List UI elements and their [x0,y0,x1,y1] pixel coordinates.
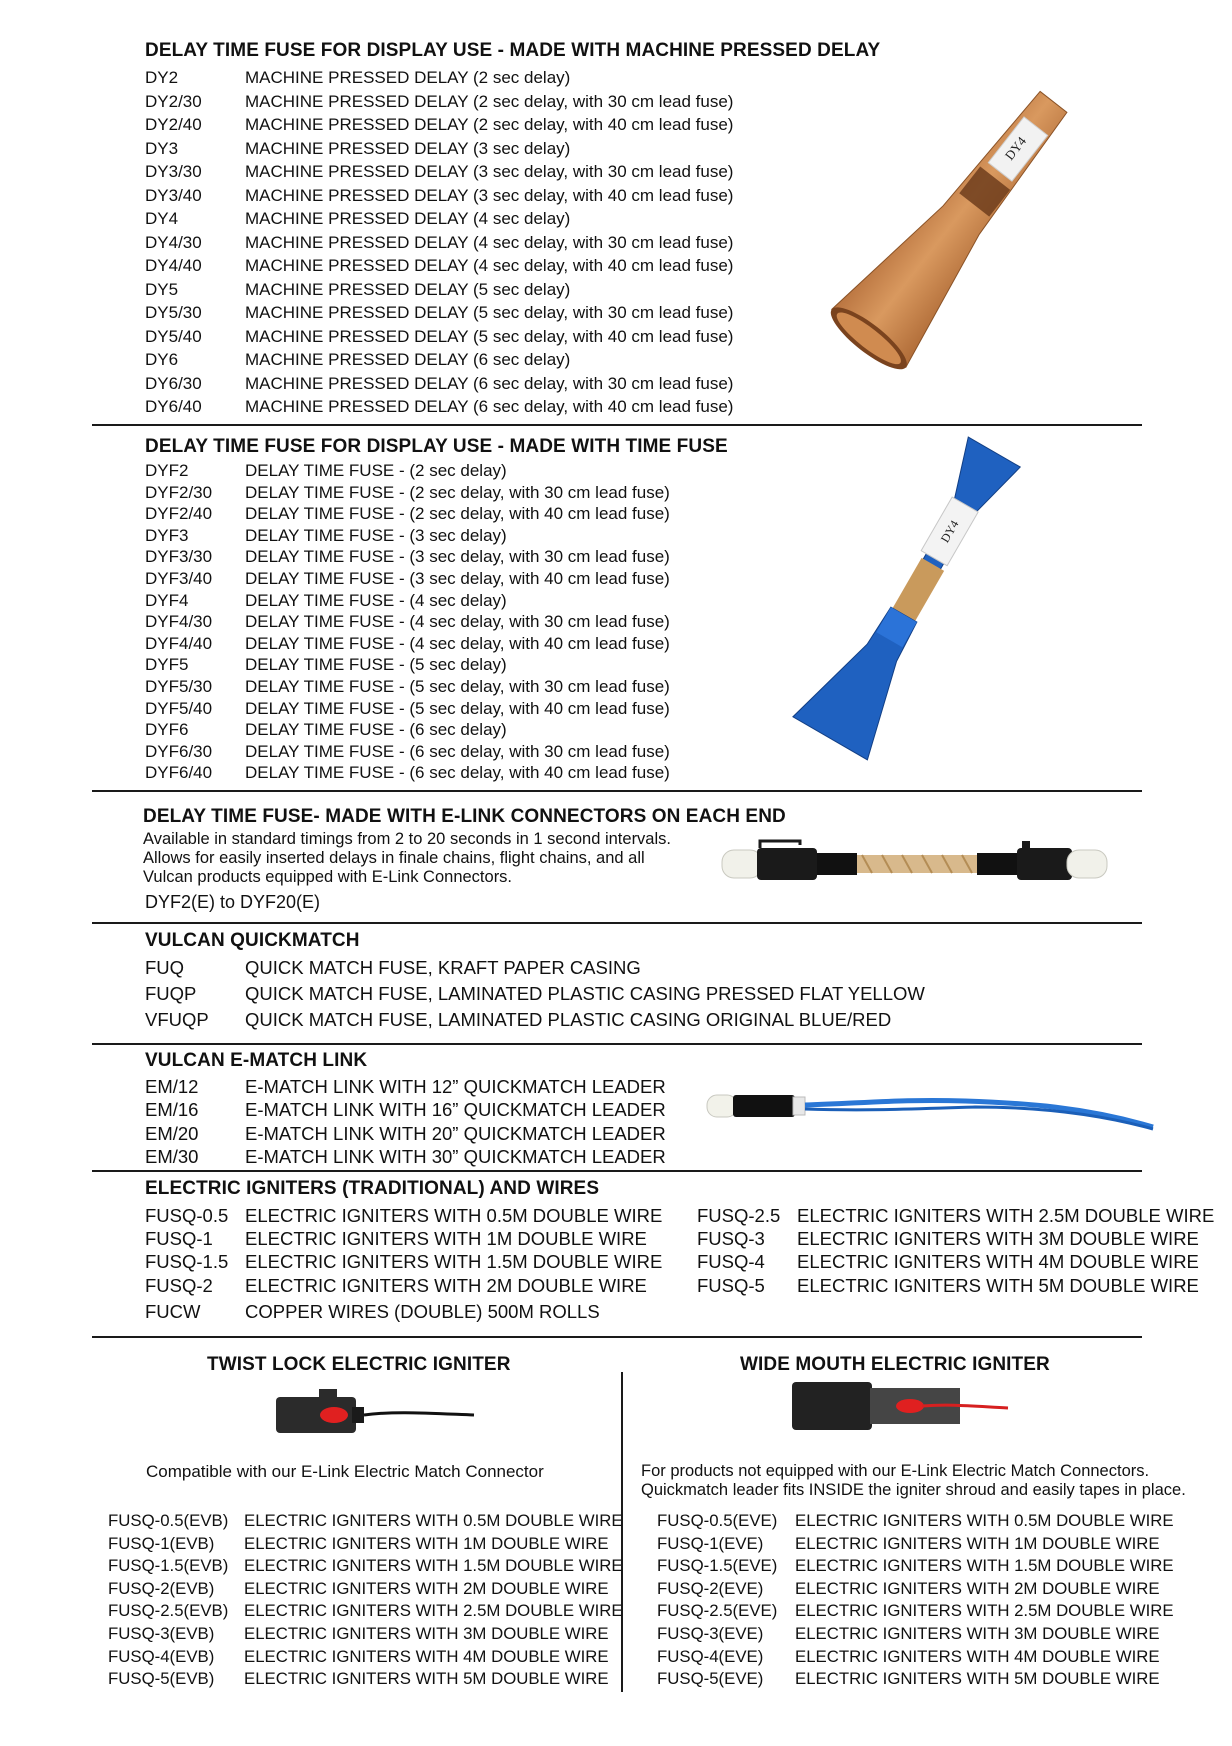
product-description: MACHINE PRESSED DELAY (6 sec delay, with 30 cm lead fuse) [245,373,734,393]
product-code: FUQ [145,957,185,978]
list-item [145,137,733,161]
list-item [145,1122,666,1145]
list-item [145,231,733,255]
product-description: DELAY TIME FUSE - (2 sec delay, with 30 cm lead fuse) [245,482,670,502]
product-description: ELECTRIC IGNITERS WITH 3M DOUBLE WIRE [244,1623,609,1643]
product-description: DELAY TIME FUSE - (3 sec delay) [245,525,507,545]
product-description: MACHINE PRESSED DELAY (2 sec delay, with 40 cm lead fuse) [245,115,734,134]
section-divider [92,1170,1142,1172]
product-description: ELECTRIC IGNITERS WITH 0.5M DOUBLE WIRE [245,1205,663,1226]
product-code: DY6/40 [145,397,202,416]
product-description: DELAY TIME FUSE - (4 sec delay) [245,590,507,610]
list-item [697,1204,1214,1227]
product-code: DY6/30 [145,373,202,393]
time-fuse-image [770,430,1050,775]
product-description: ELECTRIC IGNITERS WITH 1.5M DOUBLE WIRE [795,1556,1174,1576]
wide-mouth-caption-line: Quickmatch leader fits INSIDE the igniter shroud and easily tapes in place. [641,1481,1186,1499]
list-item [145,654,670,676]
twist-lock-igniter-image [274,1385,474,1445]
product-code: DYF6 [145,720,189,740]
list-item [108,1668,623,1691]
product-description: ELECTRIC IGNITERS WITH 2.5M DOUBLE WIRE [244,1601,623,1621]
product-description: ELECTRIC IGNITERS WITH 1.5M DOUBLE WIRE [245,1251,663,1273]
product-description: DELAY TIME FUSE - (3 sec delay, with 30 cm lead fuse) [245,547,670,567]
list-item [145,1300,600,1323]
product-description: MACHINE PRESSED DELAY (6 sec delay) [245,350,571,369]
list-item [145,1204,662,1227]
dy4-label-text-blue: DY4 [937,517,962,545]
product-code: FUSQ-5(EVB) [108,1669,215,1689]
list-item [145,207,733,231]
section-divider [92,424,1142,426]
product-code: DYF5/30 [145,676,213,696]
section-title-quickmatch: VULCAN QUICKMATCH [145,930,360,951]
product-code: DYF4/30 [145,612,213,632]
product-description: MACHINE PRESSED DELAY (3 sec delay, with 40 cm lead fuse) [245,185,734,205]
product-code: FUSQ-1(EVB) [108,1533,215,1553]
section-divider [92,1336,1142,1338]
product-code: EM/30 [145,1145,199,1167]
product-list-wide-mouth [657,1510,1174,1691]
product-code: DY4 [145,209,179,228]
product-code: FUSQ-2.5(EVE) [657,1601,778,1621]
list-item [145,348,733,372]
product-code: DY4/40 [145,256,202,275]
ematch-link-image [705,1085,1155,1135]
product-code: DY5/30 [145,303,202,322]
product-code: DY3 [145,138,179,158]
product-list-time-fuse [145,460,670,784]
product-description: DELAY TIME FUSE - (2 sec delay) [245,461,507,480]
product-description: QUICK MATCH FUSE, LAMINATED PLASTIC CASING PRESSED FLAT YELLOW [245,983,925,1004]
product-code: FUQP [145,983,197,1004]
list-item [145,482,670,504]
list-item [145,460,670,482]
product-code: VFUQP [145,1009,209,1030]
product-description: ELECTRIC IGNITERS WITH 5M DOUBLE WIRE [244,1669,609,1689]
list-item [145,525,670,547]
product-code: FUSQ-2.5(EVB) [108,1601,229,1621]
product-description: MACHINE PRESSED DELAY (5 sec delay, with 30 cm lead fuse) [245,303,734,322]
product-code: FUSQ-5 [697,1274,765,1296]
product-code: DY5/40 [145,326,202,346]
product-code: DYF6/30 [145,741,213,761]
list-item [145,981,925,1007]
product-code: EM/12 [145,1076,199,1097]
product-description: ELECTRIC IGNITERS WITH 1M DOUBLE WIRE [245,1228,647,1250]
product-code: FUSQ-1 [145,1228,213,1250]
product-description: MACHINE PRESSED DELAY (5 sec delay) [245,279,571,299]
section-title-wide-mouth: WIDE MOUTH ELECTRIC IGNITER [740,1354,1050,1375]
product-code: FUSQ-3(EVE) [657,1623,764,1643]
product-code: DY2/40 [145,115,202,134]
product-description: DELAY TIME FUSE - (6 sec delay) [245,720,507,740]
product-description: DELAY TIME FUSE - (2 sec delay, with 40 cm lead fuse) [245,504,670,524]
product-code: FUSQ-4 [697,1251,765,1273]
product-description: ELECTRIC IGNITERS WITH 2M DOUBLE WIRE [244,1578,609,1598]
section-title-elink: DELAY TIME FUSE- MADE WITH E-LINK CONNECTORS ON EACH END [143,806,786,827]
product-description: MACHINE PRESSED DELAY (5 sec delay, with 40 cm lead fuse) [245,326,734,346]
product-description: DELAY TIME FUSE - (3 sec delay, with 40 cm lead fuse) [245,568,670,588]
dy4-label-text: DY4 [1001,133,1030,163]
section-title-time-fuse: DELAY TIME FUSE FOR DISPLAY USE - MADE WITH TIME FUSE [145,436,728,457]
product-description: ELECTRIC IGNITERS WITH 0.5M DOUBLE WIRE [244,1511,623,1530]
section-title-machine-pressed: DELAY TIME FUSE FOR DISPLAY USE - MADE WITH MACHINE PRESSED DELAY [145,40,881,61]
list-item [657,1533,1174,1556]
list-item [697,1274,1214,1297]
list-item [145,1007,925,1033]
list-item [697,1250,1214,1273]
list-item [145,113,733,137]
product-description: E-MATCH LINK WITH 16” QUICKMATCH LEADER [245,1099,666,1121]
list-item [108,1623,623,1646]
product-description: ELECTRIC IGNITERS WITH 1M DOUBLE WIRE [795,1533,1160,1553]
wide-mouth-caption-line: For products not equipped with our E-Link Electric Match Connectors. [641,1462,1150,1480]
list-item [657,1668,1174,1691]
product-code: FUSQ-3 [697,1228,765,1250]
product-code: DYF5 [145,655,189,675]
list-item [108,1578,623,1601]
product-description: E-MATCH LINK WITH 20” QUICKMATCH LEADER [245,1122,666,1144]
product-description: ELECTRIC IGNITERS WITH 4M DOUBLE WIRE [797,1251,1199,1273]
product-description: MACHINE PRESSED DELAY (4 sec delay) [245,209,571,228]
product-list-igniters-left [145,1204,662,1297]
list-item [108,1600,623,1623]
product-description: DELAY TIME FUSE - (5 sec delay) [245,655,507,675]
product-code: FUSQ-5(EVE) [657,1669,764,1689]
list-item [145,1145,666,1168]
list-item [145,741,670,763]
section-divider [92,790,1142,792]
product-description: QUICK MATCH FUSE, LAMINATED PLASTIC CASING ORIGINAL BLUE/RED [245,1009,892,1030]
product-description: ELECTRIC IGNITERS WITH 2M DOUBLE WIRE [795,1578,1160,1598]
elink-description-line: Allows for easily inserted delays in finale chains, flight chains, and all [143,849,645,867]
list-item [145,611,670,633]
list-item [145,372,733,396]
section-divider [92,922,1142,924]
product-code: DYF2/40 [145,504,213,524]
list-item [145,1098,666,1121]
section-title-twist-lock: TWIST LOCK ELECTRIC IGNITER [207,1354,511,1375]
product-code: FUSQ-2 [145,1274,213,1296]
product-description: E-MATCH LINK WITH 12” QUICKMATCH LEADER [245,1076,666,1097]
list-item [145,395,733,419]
product-description: ELECTRIC IGNITERS WITH 2.5M DOUBLE WIRE [795,1601,1174,1621]
product-code: FUSQ-0.5(EVB) [108,1511,229,1530]
product-code: FUSQ-0.5 [145,1205,229,1226]
elink-delay-fuse-image [722,835,1122,895]
product-description: DELAY TIME FUSE - (6 sec delay, with 30 cm lead fuse) [245,741,670,761]
product-description: DELAY TIME FUSE - (6 sec delay, with 40 cm lead fuse) [245,763,670,783]
list-item [657,1646,1174,1669]
product-code: FUSQ-3(EVB) [108,1623,215,1643]
list-item [657,1555,1174,1578]
product-list-quickmatch [145,955,925,1033]
product-code: EM/16 [145,1099,199,1121]
list-item [145,955,925,981]
product-code: DYF3/30 [145,547,213,567]
product-description: ELECTRIC IGNITERS WITH 3M DOUBLE WIRE [797,1228,1199,1250]
product-description: ELECTRIC IGNITERS WITH 2.5M DOUBLE WIRE [797,1205,1215,1226]
list-item [145,1250,662,1273]
elink-description-line: Vulcan products equipped with E-Link Connectors. [143,868,513,886]
elink-description-line: Available in standard timings from 2 to 20 seconds in 1 second intervals. [143,830,671,848]
product-code: DY5 [145,279,179,299]
product-list-igniters-right [697,1204,1214,1297]
list-item [145,325,733,349]
list-item [145,1075,666,1098]
list-item [108,1533,623,1556]
product-description: ELECTRIC IGNITERS WITH 5M DOUBLE WIRE [797,1274,1199,1296]
product-description: ELECTRIC IGNITERS WITH 4M DOUBLE WIRE [795,1646,1160,1666]
product-description: ELECTRIC IGNITERS WITH 1M DOUBLE WIRE [244,1533,609,1553]
product-description: DELAY TIME FUSE - (5 sec delay, with 40 cm lead fuse) [245,698,670,718]
list-item [108,1646,623,1669]
product-description: QUICK MATCH FUSE, KRAFT PAPER CASING [245,957,641,978]
product-description: MACHINE PRESSED DELAY (2 sec delay, with 30 cm lead fuse) [245,91,734,111]
product-description: DELAY TIME FUSE - (5 sec delay, with 30 cm lead fuse) [245,676,670,696]
product-description: DELAY TIME FUSE - (4 sec delay, with 30 cm lead fuse) [245,612,670,632]
list-item [145,160,733,184]
list-item [145,503,670,525]
product-code: DY3/30 [145,162,202,181]
list-item [657,1578,1174,1601]
list-item [145,568,670,590]
product-code: FUCW [145,1301,201,1322]
twist-lock-caption: Compatible with our E-Link Electric Match Connector [146,1462,544,1481]
section-divider [92,1043,1142,1045]
product-description: ELECTRIC IGNITERS WITH 4M DOUBLE WIRE [244,1646,609,1666]
list-item [145,590,670,612]
product-code: FUSQ-2.5 [697,1205,781,1226]
product-code: FUSQ-1(EVE) [657,1533,764,1553]
list-item [657,1510,1174,1533]
list-item [145,546,670,568]
product-description: MACHINE PRESSED DELAY (2 sec delay) [245,68,571,87]
list-item [145,66,733,90]
list-item [145,676,670,698]
product-description: MACHINE PRESSED DELAY (6 sec delay, with 40 cm lead fuse) [245,397,734,416]
product-description: MACHINE PRESSED DELAY (3 sec delay, with 30 cm lead fuse) [245,162,734,181]
product-description: MACHINE PRESSED DELAY (3 sec delay) [245,138,571,158]
product-code: FUSQ-1.5(EVB) [108,1556,229,1576]
list-item [108,1555,623,1578]
product-code: DY4/30 [145,232,202,252]
list-item [657,1623,1174,1646]
list-item [145,90,733,114]
list-item [145,1227,662,1250]
product-description: ELECTRIC IGNITERS WITH 3M DOUBLE WIRE [795,1623,1160,1643]
elink-model-range: DYF2(E) to DYF20(E) [145,892,321,912]
section-title-ematch: VULCAN E-MATCH LINK [145,1050,368,1071]
product-description: COPPER WIRES (DOUBLE) 500M ROLLS [245,1301,600,1322]
product-list-machine-pressed [145,66,733,419]
product-code: EM/20 [145,1122,199,1144]
product-code: DYF5/40 [145,698,213,718]
list-item [145,184,733,208]
wide-mouth-igniter-image [790,1380,1010,1435]
product-description: MACHINE PRESSED DELAY (4 sec delay, with 40 cm lead fuse) [245,256,734,275]
section-title-igniters: ELECTRIC IGNITERS (TRADITIONAL) AND WIRES [145,1178,600,1199]
list-item [145,633,670,655]
product-code: FUSQ-4(EVB) [108,1646,215,1666]
product-list-ematch [145,1075,666,1168]
product-code: DYF6/40 [145,763,213,783]
list-item [145,698,670,720]
product-code: DY3/40 [145,185,202,205]
machine-pressed-fuse-image [810,68,1100,388]
product-code: FUSQ-0.5(EVE) [657,1511,778,1530]
product-code: DYF2/30 [145,482,213,502]
product-code: FUSQ-4(EVE) [657,1646,764,1666]
product-code: DYF3/40 [145,568,213,588]
product-code: FUSQ-1.5(EVE) [657,1556,778,1576]
product-code: DYF2 [145,461,189,480]
list-item [145,762,670,784]
list-item [145,1274,662,1297]
product-description: ELECTRIC IGNITERS WITH 0.5M DOUBLE WIRE [795,1511,1174,1530]
product-code: DY2 [145,68,179,87]
product-code: FUSQ-2(EVE) [657,1578,764,1598]
product-code: DY2/30 [145,91,202,111]
product-list-twist-lock [108,1510,623,1691]
product-code: DY6 [145,350,179,369]
product-description: ELECTRIC IGNITERS WITH 2M DOUBLE WIRE [245,1274,647,1296]
list-item [697,1227,1214,1250]
list-item [145,719,670,741]
product-description: ELECTRIC IGNITERS WITH 1.5M DOUBLE WIRE [244,1556,623,1576]
product-code: FUSQ-2(EVB) [108,1578,215,1598]
product-description: E-MATCH LINK WITH 30” QUICKMATCH LEADER [245,1145,666,1167]
list-item [108,1510,623,1533]
product-description: ELECTRIC IGNITERS WITH 5M DOUBLE WIRE [795,1669,1160,1689]
list-item [145,301,733,325]
list-item [145,278,733,302]
list-item [145,254,733,278]
product-description: MACHINE PRESSED DELAY (4 sec delay, with 30 cm lead fuse) [245,232,734,252]
product-code: FUSQ-1.5 [145,1251,229,1273]
product-code: DYF4/40 [145,633,213,653]
product-code: DYF3 [145,525,189,545]
product-description: DELAY TIME FUSE - (4 sec delay, with 40 cm lead fuse) [245,633,670,653]
list-item [657,1600,1174,1623]
product-code: DYF4 [145,590,189,610]
